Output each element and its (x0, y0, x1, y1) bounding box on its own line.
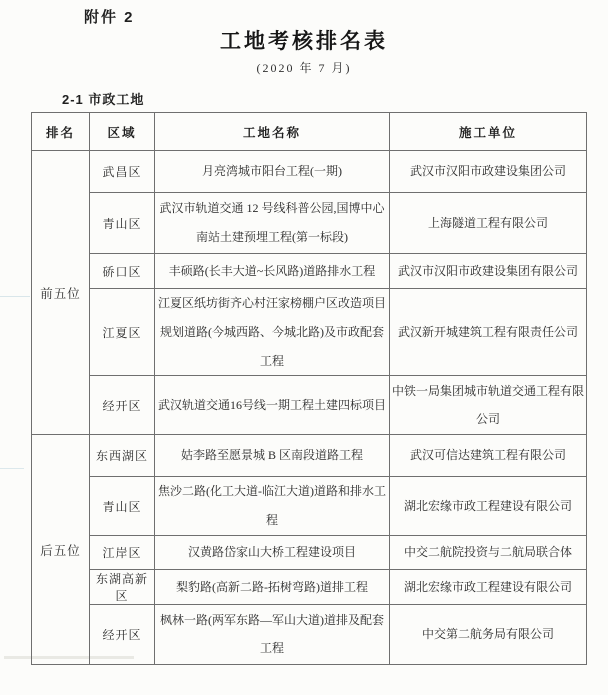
scan-artifact (0, 468, 24, 469)
site-cell: 武汉市轨道交通 12 号线科普公园,国博中心南站土建预埋工程(第一标段) (155, 193, 390, 254)
site-cell: 枫林一路(两军东路—军山大道)道排及配套工程 (155, 604, 390, 664)
district-cell: 东湖高新区 (90, 569, 155, 604)
table-row (32, 151, 587, 193)
contractor-cell: 武汉市汉阳市政建设集团有限公司 (390, 254, 587, 289)
header-site-name: 工地名称 (155, 113, 390, 151)
table-row (32, 535, 587, 569)
contractor-cell: 武汉市汉阳市政建设集团公司 (390, 151, 587, 193)
contractor-cell: 武汉新开城建筑工程有限责任公司 (390, 289, 587, 376)
contractor-cell: 武汉可信达建筑工程有限公司 (390, 435, 587, 477)
header-district: 区域 (90, 113, 155, 151)
district-cell: 东西湖区 (90, 435, 155, 477)
district-cell: 青山区 (90, 477, 155, 536)
site-cell: 武汉轨道交通16号线一期工程土建四标项目 (155, 376, 390, 435)
table-row (32, 604, 587, 664)
table-row (32, 435, 587, 477)
district-cell: 经开区 (90, 376, 155, 435)
section-label: 2-1 市政工地 (62, 92, 145, 107)
site-cell: 梨豹路(高新二路-拓树弯路)道排工程 (155, 569, 390, 604)
district-cell: 武昌区 (90, 151, 155, 193)
scan-artifact (0, 296, 30, 297)
contractor-cell: 湖北宏缘市政工程建设有限公司 (390, 477, 587, 536)
header-contractor: 施工单位 (390, 113, 587, 151)
page-title: 工地考核排名表 (220, 30, 388, 53)
site-cell: 丰硕路(长丰大道~长风路)道路排水工程 (155, 254, 390, 289)
table-row (32, 193, 587, 254)
table-row (32, 289, 587, 376)
contractor-cell: 中交二航院投资与二航局联合体 (390, 535, 587, 569)
table-row (32, 477, 587, 536)
page-subtitle: (2020 年 7 月) (256, 61, 352, 75)
rank-group-top-five: 前五位 (32, 151, 90, 435)
district-cell: 青山区 (90, 193, 155, 254)
contractor-cell: 湖北宏缘市政工程建设有限公司 (390, 569, 587, 604)
site-cell: 焦沙二路(化工大道-临江大道)道路和排水工程 (155, 477, 390, 536)
site-cell: 月亮湾城市阳台工程(一期) (155, 151, 390, 193)
contractor-cell: 中铁一局集团城市轨道交通工程有限公司 (390, 376, 587, 435)
table-row (32, 569, 587, 604)
site-cell: 姑李路至愿景城 B 区南段道路工程 (155, 435, 390, 477)
contractor-cell: 上海隧道工程有限公司 (390, 193, 587, 254)
district-cell: 硚口区 (90, 254, 155, 289)
district-cell: 经开区 (90, 604, 155, 664)
table-row (32, 254, 587, 289)
table-header-row (32, 113, 587, 151)
attachment-label: 附件 2 (84, 9, 135, 26)
rank-group-bottom-five: 后五位 (32, 435, 90, 665)
site-cell: 汉黄路岱家山大桥工程建设项目 (155, 535, 390, 569)
district-cell: 江夏区 (90, 289, 155, 376)
site-ranking-table (31, 112, 587, 665)
contractor-cell: 中交第二航务局有限公司 (390, 604, 587, 664)
district-cell: 江岸区 (90, 535, 155, 569)
header-rank: 排名 (32, 113, 90, 151)
table-row (32, 376, 587, 435)
site-cell: 江夏区纸坊街齐心村汪家榜棚户区改造项目规划道路(今城西路、今城北路)及市政配套工程 (155, 289, 390, 376)
